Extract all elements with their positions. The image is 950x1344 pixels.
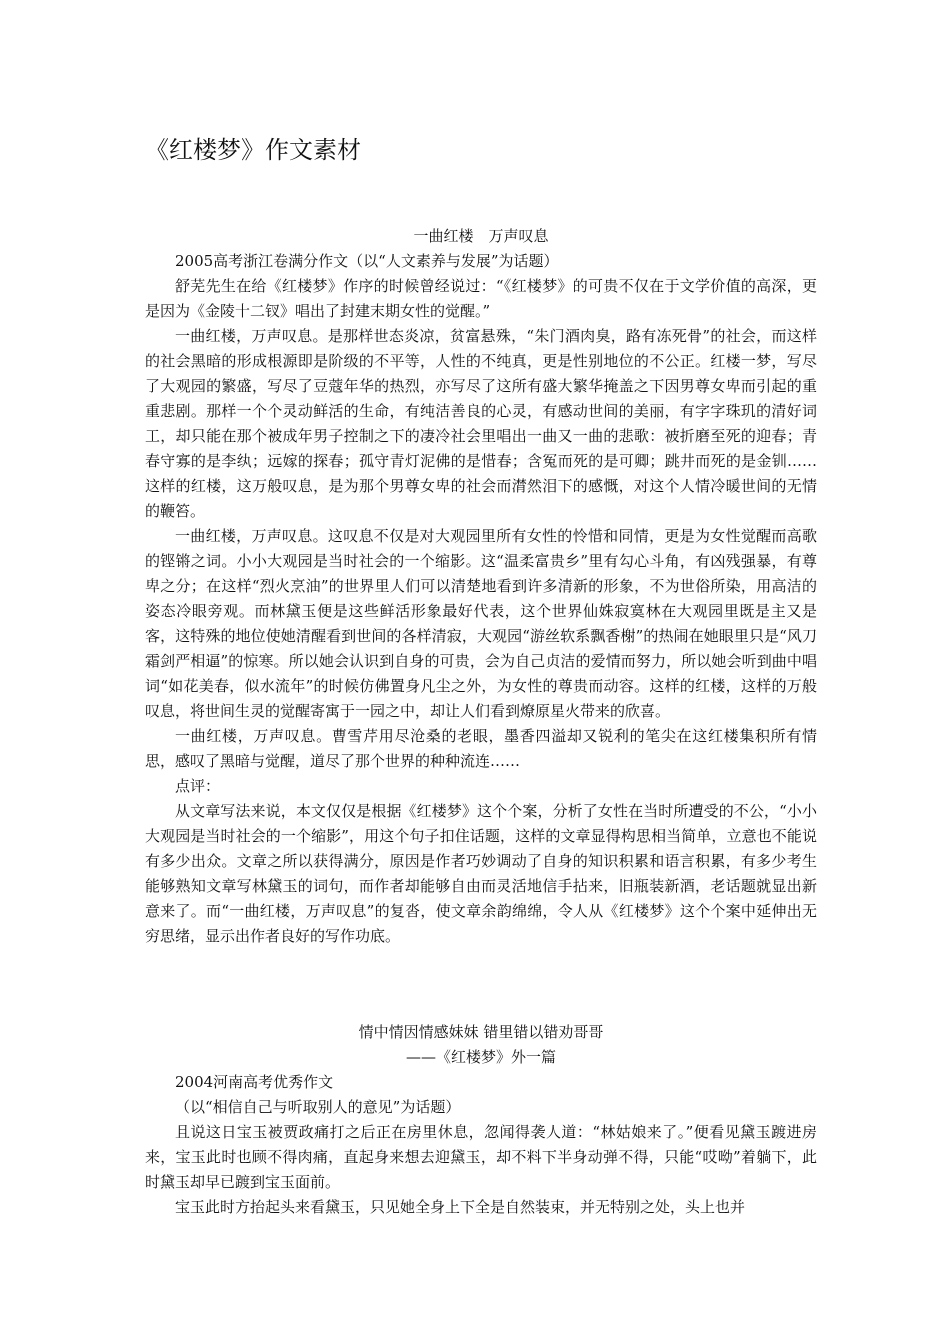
essay1-comment-label: 点评： bbox=[175, 777, 221, 795]
essay2-paragraph-1: 且说这日宝玉被贾政痛打之后正在房里休息，忽闻得袭人道：“林姑娘来了。”便看见黛玉踱进房来，宝玉此时也顾不得肉痛，直起身来想去迎黛玉，却不料下半身动弹不得，只能“哎呦”着躺下，此时黛玉却早已踱到宝玉面前。 bbox=[145, 1123, 817, 1191]
essay2-topic: （以“相信自己与听取别人的意见”为话题） bbox=[175, 1098, 461, 1116]
essay2-subtitle: ——《红楼梦》外一篇 bbox=[405, 1048, 556, 1066]
essay1-paragraph-4: 一曲红楼，万声叹息。曹雪芹用尽沧桑的老眼，墨香四溢却又锐利的笔尖在这红楼集积所有情思，感叹了黑暗与觉醒，道尽了那个世界的种种流连…… bbox=[145, 727, 817, 770]
essay1-paragraph-3: 一曲红楼，万声叹息。这叹息不仅是对大观园里所有女性的怜惜和同情，更是为女性觉醒而高歌的铿锵之词。小小大观园是当时社会的一个缩影。这“温柔富贵乡”里有勾心斗角，有凶残强暴，有尊卑之分；在这样“烈火烹油”的世界里人们可以清楚地看到许多清新的形象，不为世俗所染，用高洁的姿态冷眼旁观。而林黛玉便是这些鲜活形象最好代表，这个世界仙姝寂寞林在大观园里既是主又是客，这特殊的地位使她清醒看到世间的各样清寂，大观园“游丝软系飘香榭”的热闹在她眼里只是“风刀霜剑严相逼”的惊寒。所以她会认识到自身的可贵，会为自己贞洁的爱情而努力，所以她会听到曲中唱词“如花美春，似水流年”的时候仿佛置身凡尘之外，为女性的尊贵而动容。这样的红楼，这样的万般叹息，将世间生灵的觉醒寄寓于一园之中，却让人们看到燎原星火带来的欣喜。 bbox=[145, 527, 817, 720]
essay1-title: 一曲红楼 万声叹息 bbox=[413, 227, 549, 245]
essay-section-1 bbox=[145, 224, 817, 949]
essay1-paragraph-1: 舒芜先生在给《红楼梦》作序的时候曾经说过：“《红楼梦》的可贵不仅在于文学价值的高深，更是因为《金陵十二钗》唱出了封建末期女性的觉醒。” bbox=[145, 277, 817, 320]
essay2-paragraph-2: 宝玉此时方抬起头来看黛玉，只见她全身上下全是自然装束，并无特别之处，头上也并 bbox=[175, 1198, 746, 1216]
essay-section-2 bbox=[145, 1020, 817, 1220]
essay1-source: 2005高考浙江卷满分作文（以“人文素养与发展”为话题） bbox=[175, 252, 559, 270]
document-title: 《红楼梦》作文素材 bbox=[145, 136, 361, 164]
essay2-source: 2004河南高考优秀作文 bbox=[175, 1073, 334, 1091]
essay1-paragraph-2: 一曲红楼，万声叹息。是那样世态炎凉，贫富悬殊，“朱门酒肉臭，路有冻死骨”的社会，而这样的社会黑暗的形成根源即是阶级的不平等，人性的不纯真，更是性别地位的不公正。红楼一梦，写尽了大观园的繁盛，写尽了豆蔻年华的热烈，亦写尽了这所有盛大繁华掩盖之下因男尊女卑而引起的重重悲剧。那样一个个灵动鲜活的生命，有纯洁善良的心灵，有感动世间的美丽，有字字珠玑的清好词工，却只能在那个被成年男子控制之下的凄冷社会里唱出一曲又一曲的悲歌：被折磨至死的迎春；青春守寡的是李纨；远嫁的探春；孤守青灯泥佛的是惜春；含冤而死的是可卿；跳井而死的是金钏……这样的红楼，这万般叹息，是为那个男尊女卑的社会而潸然泪下的感慨，对这个人情冷暖世间的无情的鞭笞。 bbox=[145, 327, 817, 520]
essay2-title: 情中情因情感妹妹 错里错以错劝哥哥 bbox=[358, 1023, 604, 1041]
essay1-comment: 从文章写法来说，本文仅仅是根据《红楼梦》这个个案，分析了女性在当时所遭受的不公，“小小大观园是当时社会的一个缩影”，用这个句子扣住话题，这样的文章显得构思相当简单，立意也不能说有多少出众。文章之所以获得满分，原因是作者巧妙调动了自身的知识积累和语言积累，有多少考生能够熟知文章写林黛玉的词句，而作者却能够自由而灵活地信手拈来，旧瓶装新酒，老话题就显出新意来了。而“一曲红楼，万声叹息”的复沓，使文章余韵绵绵，令人从《红楼梦》这个个案中延伸出无穷思绪，显示出作者良好的写作功底。 bbox=[145, 802, 817, 945]
